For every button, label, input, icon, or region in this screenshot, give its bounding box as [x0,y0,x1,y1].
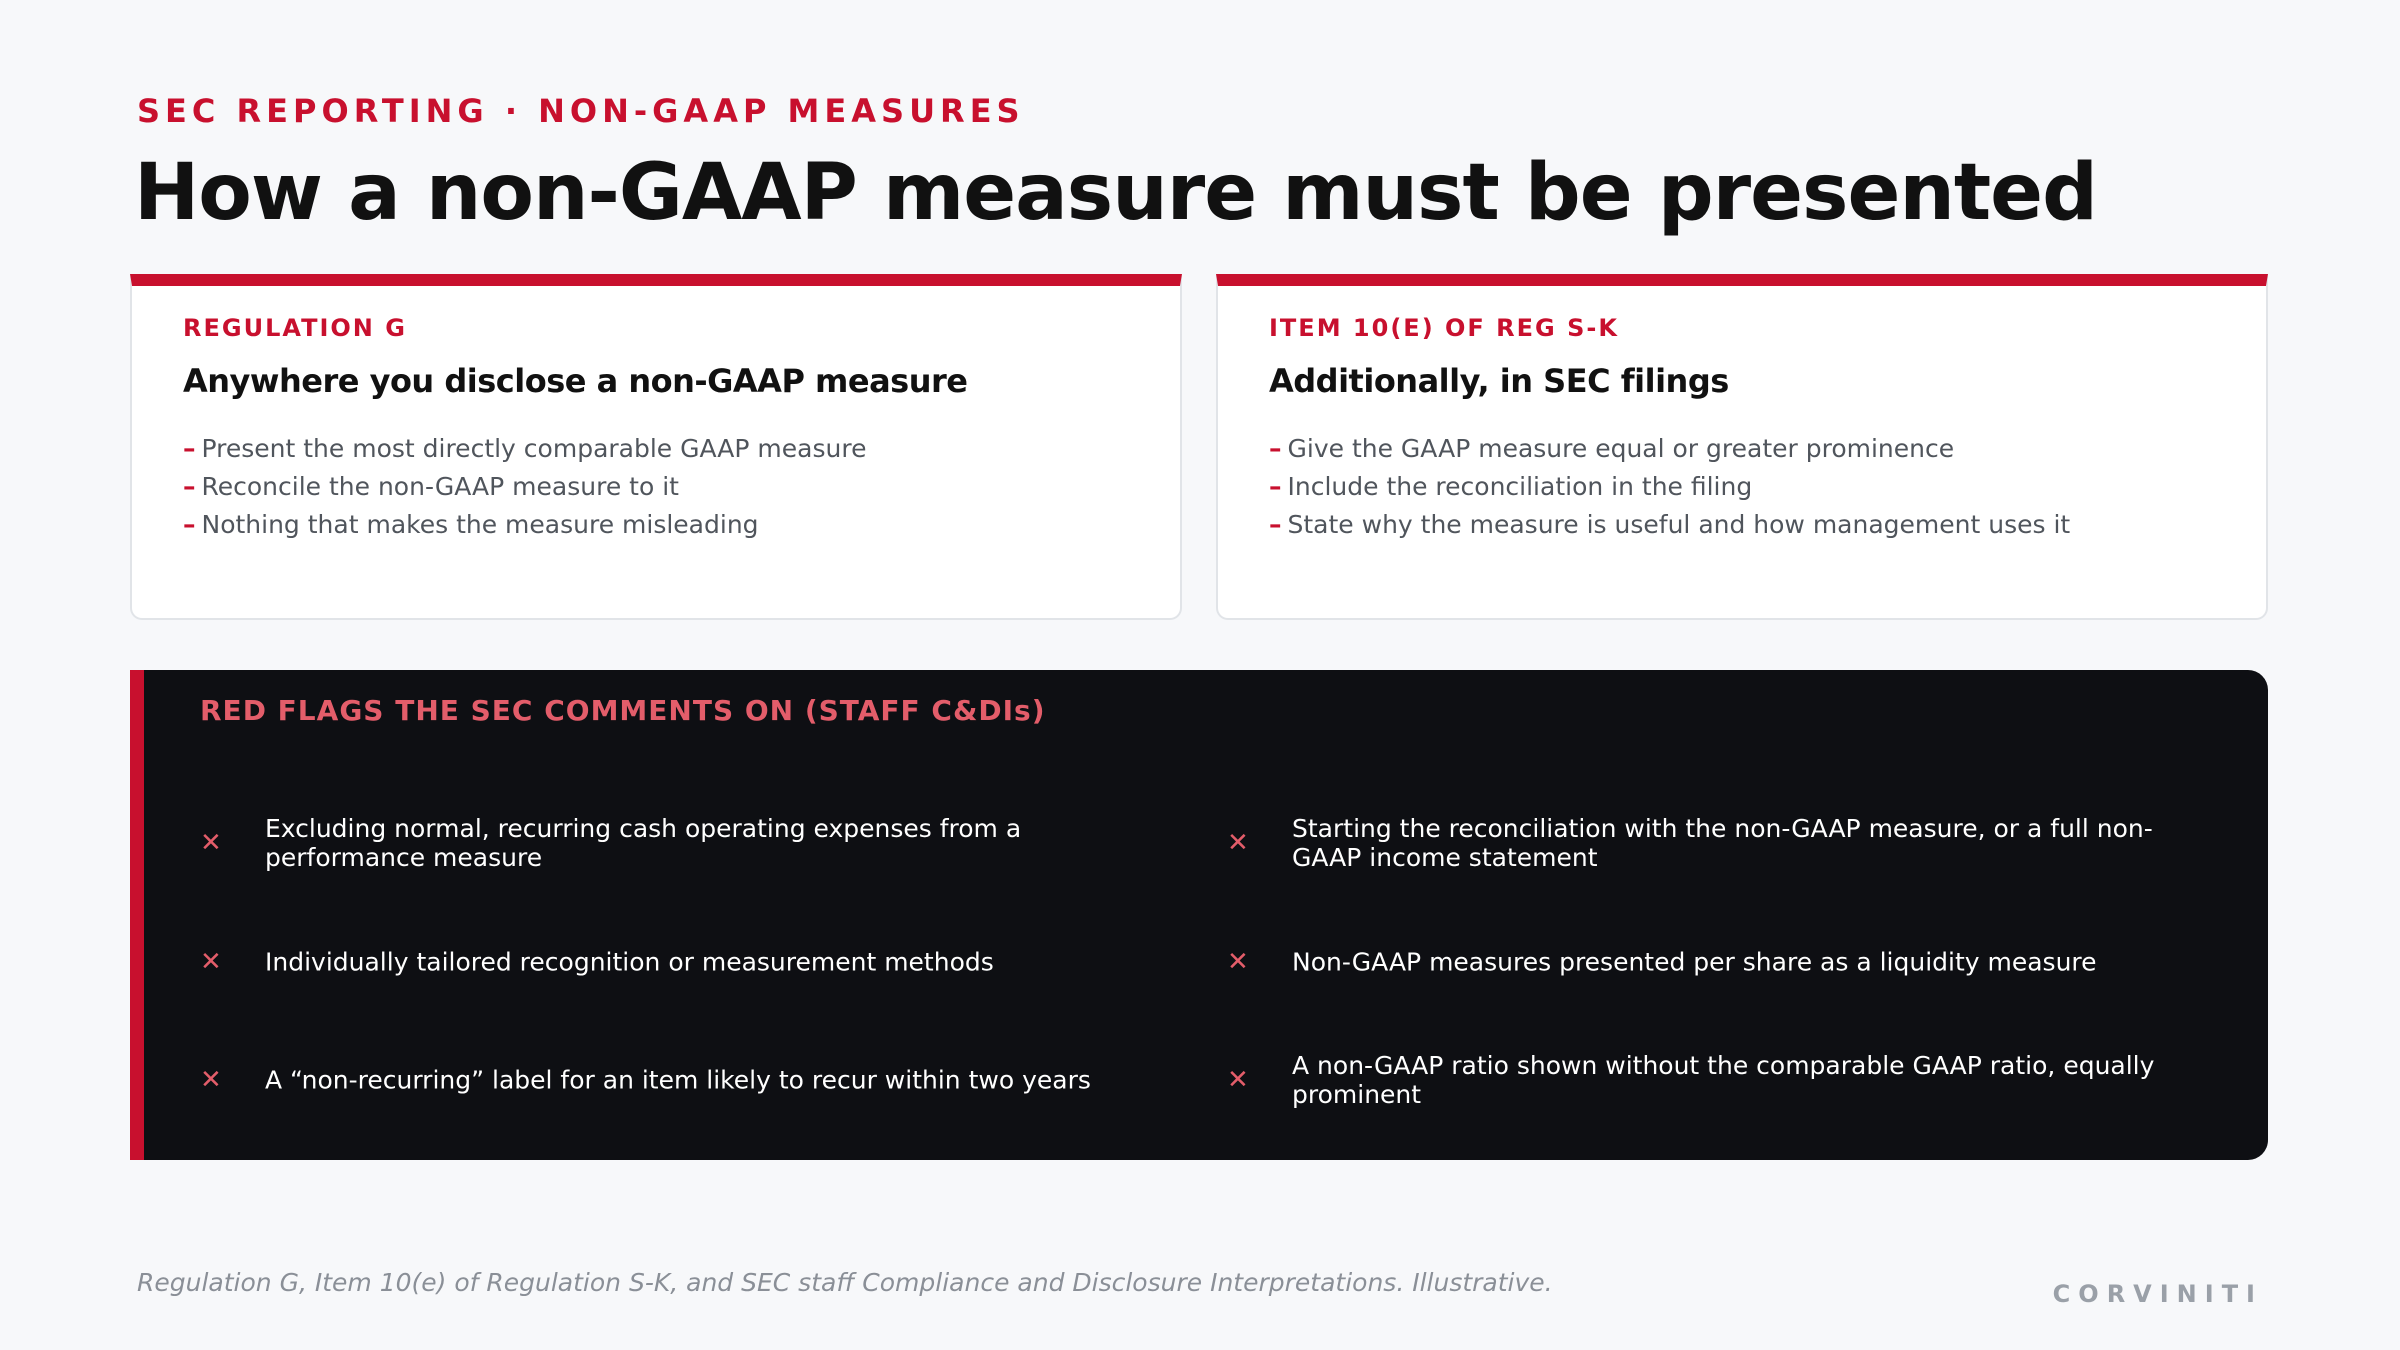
x-mark-icon: ✕ [200,828,222,858]
list-item [1269,506,2070,544]
red-flags-title: RED FLAGS THE SEC COMMENTS ON (STAFF C&DIs) [200,694,1046,727]
list-item [183,506,866,544]
x-mark-icon: ✕ [1227,1065,1249,1095]
dash-icon: – [1269,434,1282,463]
red-flag-item [200,803,1100,883]
card-list [183,430,866,544]
red-flag-item [200,1040,1100,1120]
red-flag-item [1227,1040,2155,1120]
red-flag-item [1227,803,2153,883]
page-title: How a non-GAAP measure must be presented [134,148,2097,238]
list-item [183,430,866,468]
x-mark-icon: ✕ [200,947,222,977]
x-mark-icon: ✕ [1227,947,1249,977]
red-flag-item [1227,922,2127,1002]
list-item-text: Include the reconciliation in the filing [1287,472,1753,501]
list-item [1269,430,2070,468]
list-item-text: Nothing that makes the measure misleading [201,510,759,539]
regulation-g-card [130,274,1182,620]
red-flag-text: Individually tailored recognition or measurement methods [265,947,994,977]
list-item [183,468,866,506]
source-note: Regulation G, Item 10(e) of Regulation S-K, and SEC staff Compliance and Disclosure Interpretations. Illustrative. [137,1268,1553,1297]
red-flag-item [200,922,1100,1002]
red-flag-text: A non-GAAP ratio shown without the comparable GAAP ratio, equally prominent [1292,1051,2155,1109]
dash-icon: – [183,472,196,501]
list-item-text: Present the most directly comparable GAAP measure [201,434,867,463]
x-mark-icon: ✕ [1227,828,1249,858]
card-heading: Anywhere you disclose a non-GAAP measure [183,362,968,400]
item-10e-card [1216,274,2268,620]
brand-logo: CORVINITI [2052,1280,2263,1308]
red-flag-text: Non-GAAP measures presented per share as a liquidity measure [1292,947,2097,977]
red-flags-panel [130,670,2268,1160]
dash-icon: – [183,434,196,463]
list-item [1269,468,2070,506]
card-tag: ITEM 10(E) OF REG S-K [1269,314,1619,342]
dash-icon: – [1269,472,1282,501]
list-item-text: State why the measure is useful and how management uses it [1287,510,2071,539]
card-heading: Additionally, in SEC filings [1269,362,1729,400]
card-list [1269,430,2070,544]
red-flag-text: A “non-recurring” label for an item likely to recur within two years [265,1065,1091,1095]
x-mark-icon: ✕ [200,1065,222,1095]
dash-icon: – [183,510,196,539]
red-flag-text: Excluding normal, recurring cash operating expenses from a performance measure [265,814,1022,872]
dash-icon: – [1269,510,1282,539]
card-tag: REGULATION G [183,314,407,342]
list-item-text: Reconcile the non-GAAP measure to it [201,472,679,501]
list-item-text: Give the GAAP measure equal or greater prominence [1287,434,1955,463]
red-flag-text: Starting the reconciliation with the non-GAAP measure, or a full non-GAAP income statement [1292,814,2153,872]
eyebrow: SEC REPORTING · NON-GAAP MEASURES [137,92,1025,130]
